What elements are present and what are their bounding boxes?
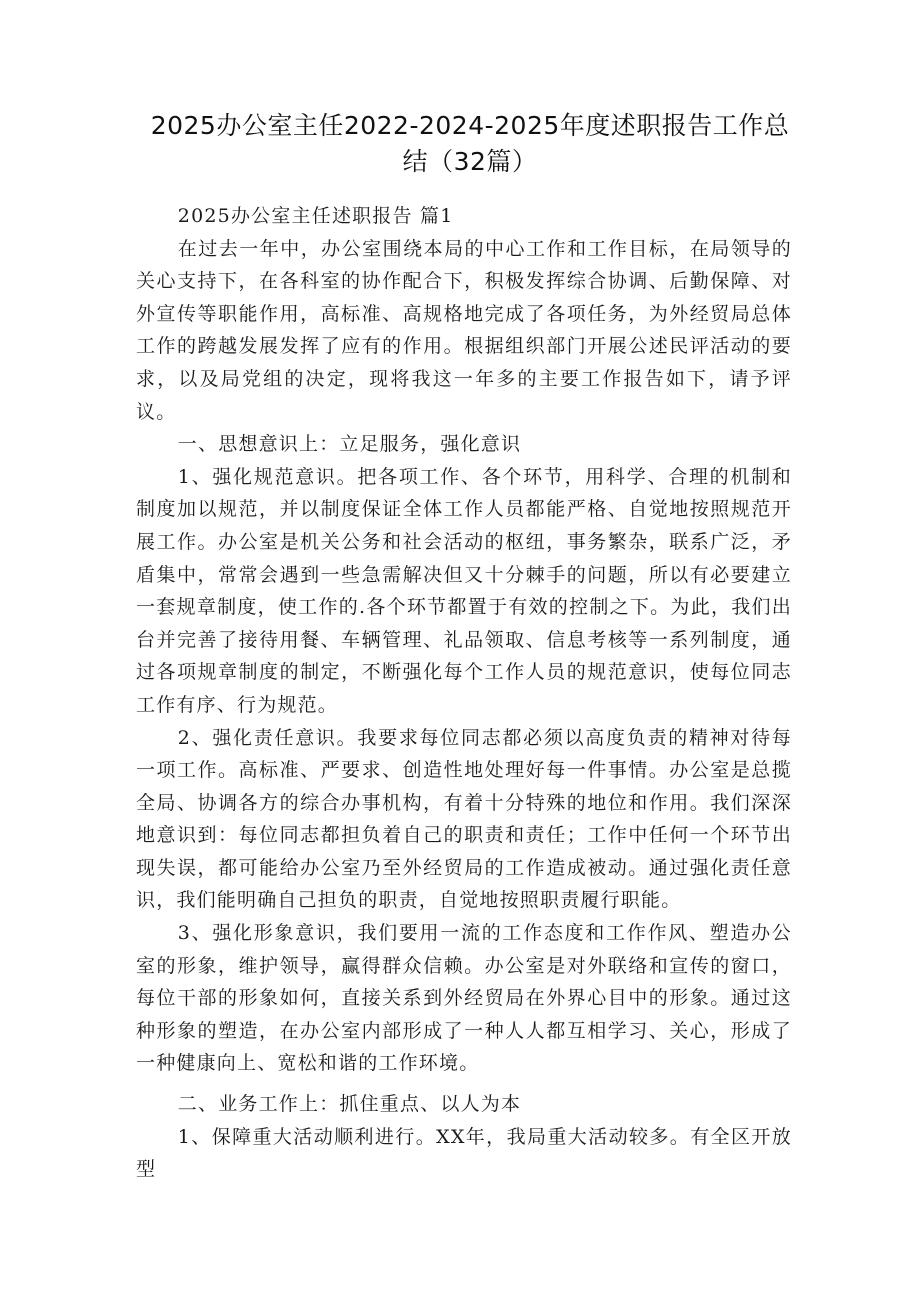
document-title: 2025办公室主任2022-2024-2025年度述职报告工作总结（32篇） — [150, 111, 790, 176]
paragraph-item-3: 3、强化形象意识，我们要用一流的工作态度和工作作风、塑造办公室的形象，维护领导，赢得群众信赖。办公室是对外联络和宣传的窗口，每位干部的形象如何，直接关系到外经贸局在外界心目中的形象。通过这种形象的塑造，在办公室内部形成了一种人人都互相学习、关心，形成了一种健康向上、宽松和谐的工作环境。 — [136, 922, 792, 1075]
heading-section-1: 一、思想意识上：立足服务，强化意识 — [177, 433, 522, 456]
section-subtitle: 2025办公室主任述职报告 篇1 — [177, 205, 454, 227]
paragraph-item-2-1: 1、保障重大活动顺利进行。XX年，我局重大活动较多。有全区开放型 — [136, 1125, 792, 1181]
document-body — [136, 200, 792, 1186]
paragraph-item-1: 1、强化规范意识。把各项工作、各个环节，用科学、合理的机制和制度加以规范，并以制度保证全体工作人员都能严格、自觉地按照规范开展工作。办公室是机关公务和社会活动的枢纽，事务繁杂，联系广泛，矛盾集中，常常会遇到一些急需解决但又十分棘手的问题，所以有必要建立一套规章制度，使工作的.各个环节都置于有效的控制之下。为此，我们出台并完善了接待用餐、车辆管理、礼品领取、信息考核等一系列制度，通过各项规章制度的制定，不断强化每个工作人员的规范意识，使每位同志工作有序、行为规范。 — [136, 465, 792, 716]
heading-section-2: 二、业务工作上：抓住重点、以人为本 — [177, 1093, 522, 1116]
paragraph-item-2: 2、强化责任意识。我要求每位同志都必须以高度负责的精神对待每一项工作。高标准、严要求、创造性地处理好每一件事情。办公室是总揽全局、协调各方的综合办事机构，有着十分特殊的地位和作用。我们深深地意识到：每位同志都担负着自己的职责和责任；工作中任何一个环节出现失误，都可能给办公室乃至外经贸局的工作造成被动。通过强化责任意识，我们能明确自己担负的职责，自觉地按照职责履行职能。 — [136, 726, 792, 912]
paragraph-intro: 在过去一年中，办公室围绕本局的中心工作和工作目标，在局领导的关心支持下，在各科室的协作配合下，积极发挥综合协调、后勤保障、对外宣传等职能作用，高标准、高规格地完成了各项任务，为外经贸局总体工作的跨越发展发挥了应有的作用。根据组织部门开展公述民评活动的要求，以及局党组的决定，现将我这一年多的主要工作报告如下，请予评议。 — [136, 237, 792, 423]
